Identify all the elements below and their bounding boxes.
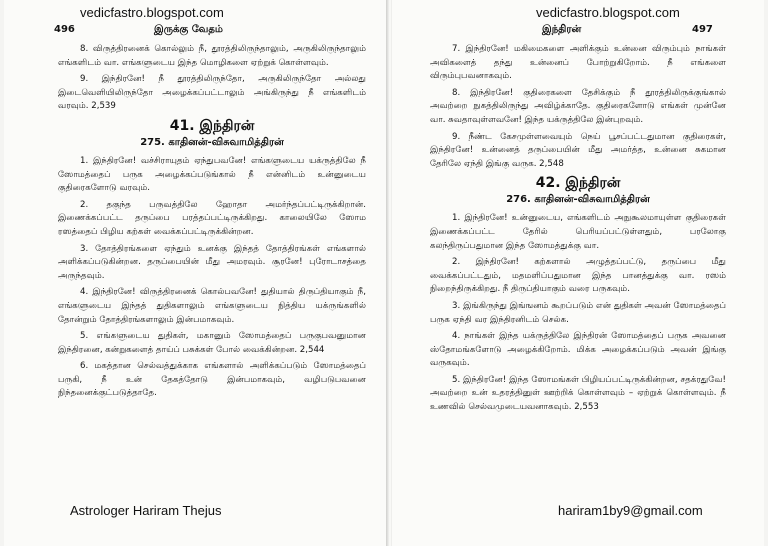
verse-paragraph: 5. எங்களுடைய துதிகள், மகானும் ஸோமத்தைப் பருகுபவனுமான இந்திரனை, கன்றுகளைத் தாய்ப் பசுக்கள் போல் வைக்கின்றன. 2,544 xyxy=(58,331,366,355)
verse-paragraph: 5. இந்திரனே! இந்த ஸோமங்கள் பிழியப்பட்டிருக்கின்றன, சதக்ரதுவே! அவற்றை உன் உதரத்தினுள் ஊற்றிக் கொள்ளவும் – ஏற்றுக் கொள்ளவும். நீ உணவில் செல்வமுடையவனாகவும். 2,553 xyxy=(430,374,726,413)
right-page xyxy=(392,0,764,546)
verse-paragraph: 3. இங்கிருந்து இங்ஙனம் கூறப்படும் என் துதிகள் அவன் ஸோமத்தைப் பருக ஏந்தி வர இந்திரனிடம் செல்க. xyxy=(430,300,726,325)
verse-paragraph: 4. இந்திரனே! விருத்திரனைக் கொல்பவனே! துதியால் திருப்தியாகும் நீ, எங்களுடைய இந்தத் துதிகளாலும் எங்களுடைய நித்திய யக்ருங்களில் தோன்றும் தோத்திரங்களாலும் இன்பமாகவும். xyxy=(58,287,366,325)
verse-paragraph: 8. இந்திரனே! குதிரைகளை தேசிக்கும் நீ தூரத்திலிருக்குங்கால் அவற்றை நுகத்திலிருந்து அவிழ்க்காதே. குதிரைகளோடு எங்கள் முன்னே வா. சுவதாவுள்ளவனே! இந்த யக்ருத்திலே இன்புறவும். xyxy=(430,87,726,125)
verse-paragraph: 6. மகத்தான செல்வத்துக்காக எங்களால் அளிக்கப்படும் ஸோமத்தைப் பருகி, நீ உன் தேகத்தோடு இன்பமாகவும், வழிபடுபவனை நிந்தனைக்குட்படுத்தாதே. xyxy=(58,361,366,399)
footer-right-credit: hariram1by9@gmail.com xyxy=(558,503,703,518)
left-watermark: vedicfastro.blogspot.com xyxy=(80,5,224,20)
verse-paragraph: 2. இந்திரனே! கற்களால் அழுத்தப்பட்டு, தருப்பை மீது வைக்கப்பட்டதும், மதமளிப்பதுமான இந்த பானத்துக்கு வா. ரஸம் நிறைந்திருக்கிறது. நீ திருப்தியாகும் வரை பருகவும். xyxy=(430,257,726,295)
footer-left-credit: Astrologer Hariram Thejus xyxy=(70,503,222,518)
verse-paragraph: 9. இந்திரனே! நீ தூரத்திலிருந்தோ, அருகிலிருந்தோ அல்லது இடைவெளியிலிருந்தோ அழைக்கப்பட்டாலும் அங்கிருந்து நீ எங்களிடம் வரவும். 2,539 xyxy=(58,74,366,112)
left-page-number: 496 xyxy=(54,24,75,35)
section-title: 42. இந்திரன் xyxy=(535,175,621,192)
verse-paragraph: 9. நீண்ட கேசமுள்ளவையும் நெய் பூசப்பட்டதுமான குதிரைகள், இந்திரனே! உன்னைத் தருப்பையின் மீது அமர்த்த, உன்னை சுகமான தேரிலே ஏந்தி இங்கு வருக. 2,548 xyxy=(430,131,726,169)
verse-paragraph: 8. விருத்திரனைக் கொல்லும் நீ, தூரத்திலிருந்தாலும், அருகிலிருந்தாலும் எங்களிடம் வா. எங்களுடைய இந்த மொழிகளை ஏற்றுக் கொள்ளவும். xyxy=(58,44,366,68)
verse-paragraph: 1. இந்திரனே! உன்னுடைய, எங்களிடம் அநுகூலமாயுள்ள குதிரைகள் இணைக்கப்பட்ட தேரில் பெரியப்பட்டுள்ளதும், பரலோகு கலந்திருப்பதுமான இந்த ஸோமத்துக்கு வா. xyxy=(430,213,726,251)
right-page-content xyxy=(430,43,726,418)
section-title: 41. இந்திரன் xyxy=(169,117,255,134)
right-running-title: இந்திரன் xyxy=(542,24,582,35)
left-running-title: இருக்கு வேதம் xyxy=(154,24,223,35)
verse-paragraph: 4. நாங்கள் இந்த யக்ருத்திலே இந்திரன் ஸோமத்தைப் பருக அவனை ஸ்தோமங்களோடு அழைக்கிறோம். மிக்க அழைக்கப்படும் அவன் இங்கு வருகவும். xyxy=(430,331,726,369)
verse-paragraph: 2. தகுந்த பருவத்திலே ஹோதா அமர்ந்தப்பட்டிருக்கிறான். இணைக்கப்பட்ட தருப்பை பரத்தப்பட்டிருக்கிறது. காலையிலே ஸோம ரஸத்தைப் பிழிய கற்கள் வைக்கப்பட்டிருக்கின்றன. xyxy=(58,199,366,237)
left-page-content xyxy=(58,43,366,404)
hymn-title: 275. காதினன்-விசுவாமித்திரன் xyxy=(140,136,284,148)
right-watermark: vedicfastro.blogspot.com xyxy=(536,5,680,20)
verse-paragraph: 7. இந்திரனே! மகிமைகளை அளிக்கும் உன்னை விரும்பும் நாங்கள் அவிகளைத் தந்து உன்னைப் போற்றுகிறோம். நீ எங்களை விரும்புபவனாகவும். xyxy=(430,44,726,82)
left-page xyxy=(4,0,390,546)
hymn-title: 276. காதினன்-விசுவாமித்திரன் xyxy=(506,194,650,206)
right-page-number: 497 xyxy=(692,24,713,35)
verse-paragraph: 3. தோத்திரங்களை ஏந்தும் உனக்கு இந்தத் தோத்திரங்கள் எங்களால் அளிக்கப்படுகின்றன. தருப்பையின் மீது அமரவும். சூரனே! புரோடாசத்தை அருந்தவும். xyxy=(58,243,366,281)
verse-paragraph: 1. இந்திரனே! வச்சிராயுதம் ஏந்துபவனே! எங்களுடைய யக்ருத்திலே நீ ஸோமத்தைப் பருக அழைக்கப்படுங்கால் நீ என்னிடம் உன்னுடைய குதிரைகளோடு வரவும். xyxy=(58,155,366,194)
